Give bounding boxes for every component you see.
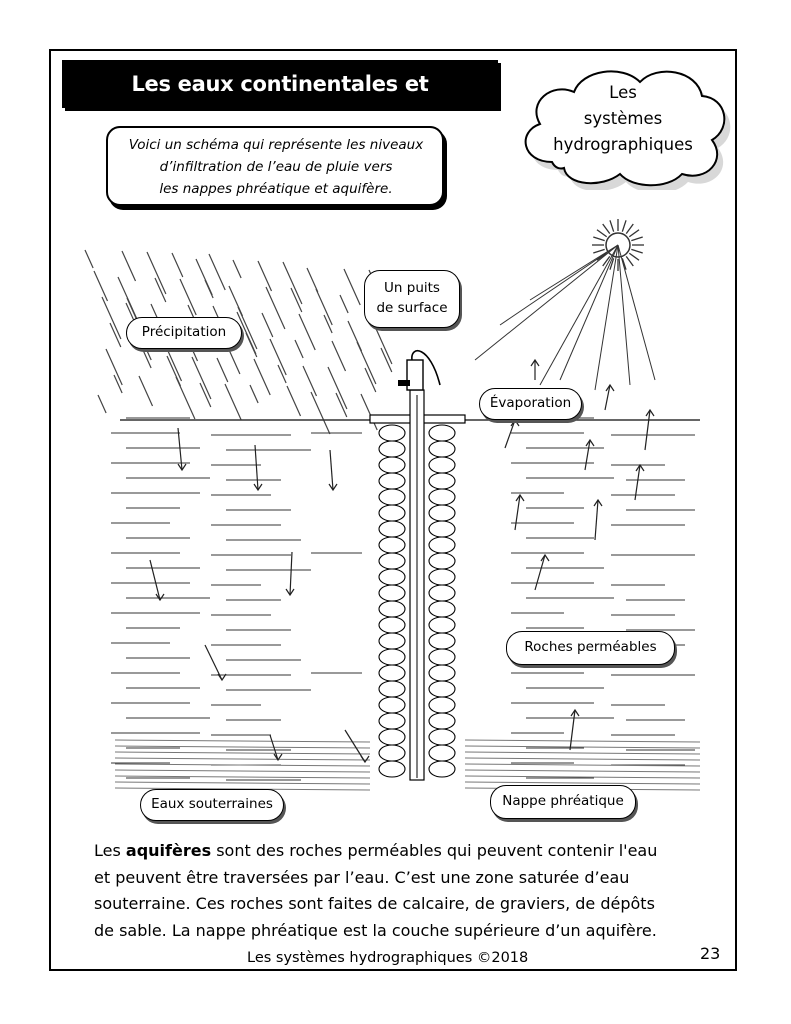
raindrop (295, 340, 303, 358)
raindrop (122, 251, 136, 281)
label-evaporation: Évaporation (479, 388, 582, 420)
footer-text: Les systèmes hydrographiques ©2018 (247, 950, 529, 966)
label-well-line-1: Un puits (384, 280, 440, 296)
intro-line-1: Voici un schéma qui représente les niveaux (128, 137, 424, 153)
label-water-table: Nappe phréatique (490, 785, 636, 819)
raindrop (316, 289, 332, 325)
raindrop (205, 280, 213, 298)
raindrop (250, 385, 258, 403)
raindrop (270, 339, 286, 375)
raindrop (357, 342, 376, 384)
raindrop (311, 392, 330, 434)
label-precipitation: Précipitation (126, 317, 242, 349)
raindrop (287, 386, 301, 416)
well-icon (370, 351, 465, 780)
raindrop (168, 351, 182, 381)
label-groundwater: Eaux souterraines (140, 789, 284, 821)
raindrop (283, 262, 302, 304)
body-line-3: souterraine. Ces roches sont faites de calcaire, de graviers, de dépôts (94, 894, 655, 913)
raindrop (332, 341, 346, 371)
raindrop (266, 287, 285, 329)
term-aquiferes: aquifères (125, 841, 212, 860)
cloud-line-3: hydrographiques (553, 135, 693, 154)
label-permeable-rocks: Roches perméables (506, 631, 675, 665)
raindrop (102, 297, 121, 339)
body-line-1: Les aquifères sont des roches perméables qui peuvent contenir l'eau (94, 841, 658, 860)
label-well-line-2: de surface (376, 300, 448, 316)
body-line-2: et peuvent être traversées par l’eau. C’est une zone saturée d’eau (94, 867, 630, 887)
raindrop (324, 315, 332, 333)
raindrop (114, 375, 122, 393)
page-number: 23 (700, 944, 721, 963)
raindrop (143, 350, 151, 368)
raindrop (328, 367, 347, 409)
cloud-line-2: systèmes (583, 109, 663, 128)
soil-layers (111, 418, 700, 790)
body-line-4: de sable. La nappe phréatique est la couche supérieure d’un aquifère. (94, 920, 657, 940)
label-well (364, 270, 460, 328)
raindrop (94, 271, 108, 301)
raindrop (209, 254, 225, 290)
raindrop (258, 261, 272, 291)
intro-line-2: d’infiltration de l’eau de pluie vers (159, 159, 393, 175)
raindrop (139, 376, 153, 406)
raindrop (340, 295, 348, 313)
raindrop (373, 322, 392, 364)
raindrop (98, 395, 106, 413)
cloud-line-1: Les (609, 83, 637, 102)
raindrop (303, 366, 317, 396)
raindrop (361, 394, 377, 430)
raindrop (180, 279, 196, 315)
raindrop (225, 384, 241, 420)
raindrop (217, 358, 228, 382)
raindrop (307, 268, 318, 292)
raindrop (299, 314, 315, 350)
body-paragraph (94, 838, 694, 944)
raindrop (344, 269, 360, 305)
intro-line-3: les nappes phréatique et aquifère. (159, 181, 393, 197)
raindrop (172, 253, 183, 277)
raindrop (106, 349, 122, 385)
sun-icon (475, 219, 655, 390)
raindrop (262, 313, 273, 337)
raindrop (233, 260, 241, 278)
raindrop (254, 359, 270, 395)
page-title: Les eaux continentales et (131, 72, 429, 96)
raindrop (278, 365, 286, 383)
raindrop (192, 357, 211, 399)
raindrop (85, 250, 93, 268)
raindrop (147, 252, 166, 294)
raindrop (176, 377, 195, 419)
